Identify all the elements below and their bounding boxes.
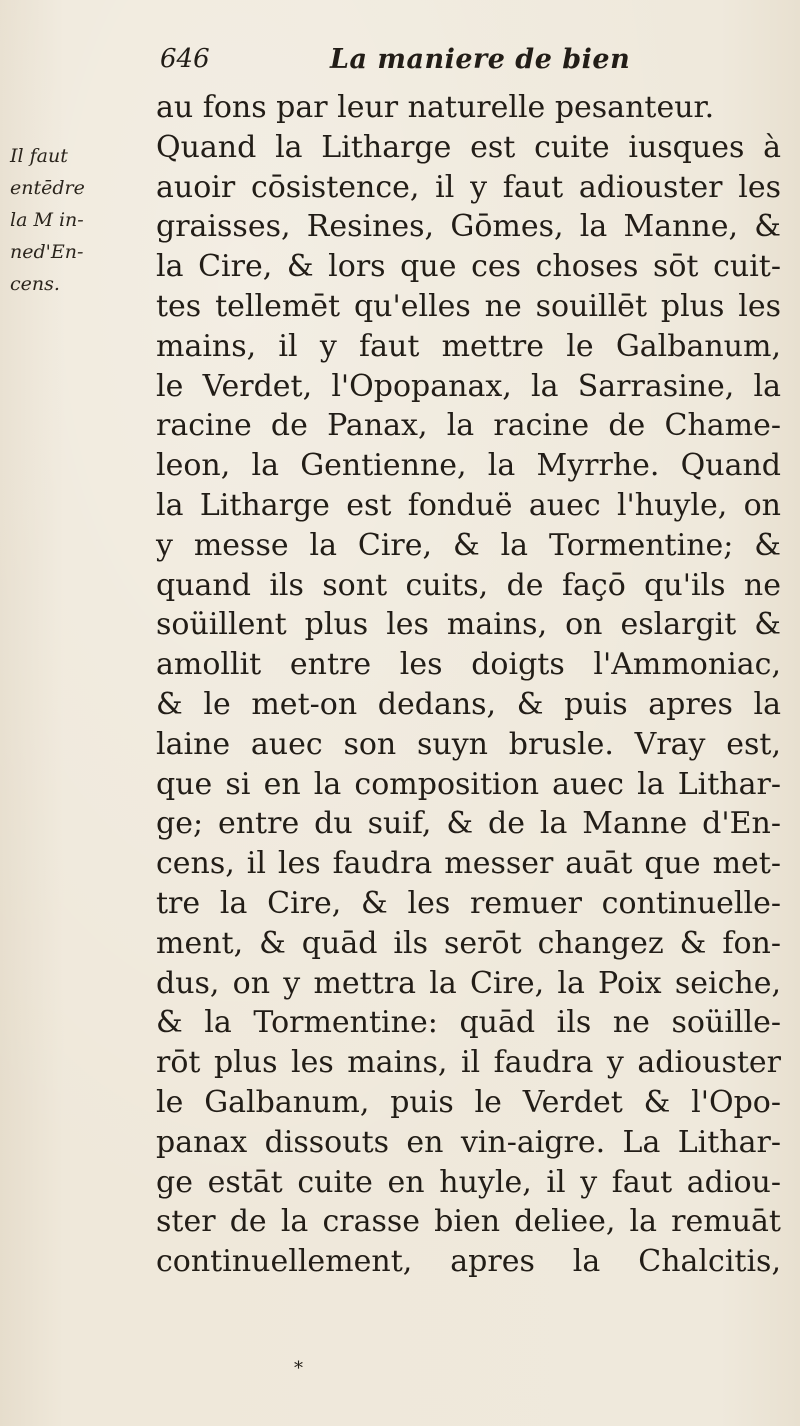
text-line: rōt plus les mains, il faudra y adiouster <box>156 1045 781 1081</box>
text-line: soüillent plus les mains, on eslargit & <box>156 607 781 643</box>
text-line: dus, on y mettra la Cire, la Poix seiche, <box>156 965 781 1001</box>
text-line: la Litharge est fonduë auec l'huyle, on <box>156 487 781 523</box>
text-line: ge; entre du suif, & de la Manne d'En- <box>156 806 781 842</box>
text-line: laine auec son suyn brusle. Vray est, <box>156 726 781 762</box>
text-line: mains, il y faut mettre le Galbanum, <box>156 328 781 364</box>
margin-note-line: entēdre <box>10 177 85 199</box>
text-line: & la Tormentine: quād ils ne soüille- <box>156 1005 781 1041</box>
margin-note-line: ned'En- <box>10 241 84 263</box>
text-line: tes tellemēt qu'elles ne souillēt plus les <box>156 288 781 324</box>
text-line: Quand la Litharge est cuite iusques à <box>156 129 781 165</box>
text-line: ment, & quād ils serōt changez & fon- <box>156 925 781 961</box>
margin-note-line: cens. <box>10 273 60 295</box>
text-line: quand ils sont cuits, de façō qu'ils ne <box>156 567 781 603</box>
text-line: auoir cōsistence, il y faut adiouster les <box>156 169 781 205</box>
text-line: y messe la Cire, & la Tormentine; & <box>156 527 781 563</box>
page-number: 646 <box>160 44 210 74</box>
margin-note-line: Il faut <box>10 145 68 167</box>
page-header <box>0 44 800 84</box>
text-line: leon, la Gentienne, la Myrrhe. Quand <box>156 448 781 484</box>
text-line: cens, il les faudra messer auāt que met- <box>156 846 781 882</box>
margin-note <box>10 140 140 300</box>
text-line: graisses, Resines, Gōmes, la Manne, & <box>156 209 781 245</box>
text-line: la Cire, & lors que ces choses sōt cuit- <box>156 249 781 285</box>
text-line: panax dissouts en vin-aigre. La Lithar- <box>156 1124 781 1160</box>
text-line: ge estāt cuite en huyle, il y faut adiou- <box>156 1164 781 1200</box>
text-line: racine de Panax, la racine de Chame- <box>156 408 781 444</box>
text-line: continuellement, apres la Chalcitis, <box>156 1244 781 1280</box>
running-title: La maniere de bien <box>330 44 631 75</box>
footer-asterisk: * <box>294 1358 303 1379</box>
text-line: au fons par leur naturelle pesanteur. <box>156 90 715 125</box>
text-line: le Verdet, l'Opopanax, la Sarrasine, la <box>156 368 781 404</box>
text-line: tre la Cire, & les remuer continuelle- <box>156 885 781 921</box>
text-line: ster de la crasse bien deliee, la remuāt <box>156 1204 781 1240</box>
text-line: amollit entre les doigts l'Ammoniac, <box>156 647 781 683</box>
body-text <box>156 88 781 1282</box>
text-line: & le met-on dedans, & puis apres la <box>156 686 781 722</box>
text-line: que si en la composition auec la Lithar- <box>156 766 781 802</box>
text-line: le Galbanum, puis le Verdet & l'Opo- <box>156 1084 781 1120</box>
margin-note-line: la M in- <box>10 209 84 231</box>
